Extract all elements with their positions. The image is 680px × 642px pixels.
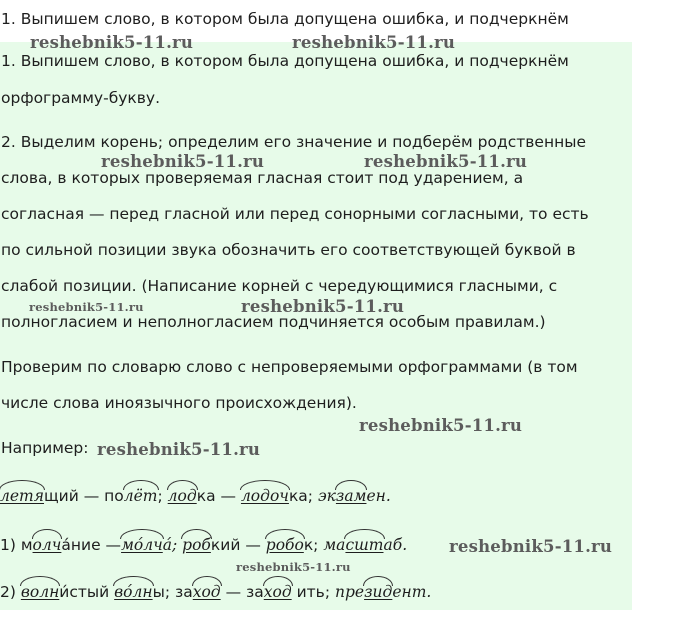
watermark: reshebnik5-11.ru (97, 440, 261, 459)
word-root-arc: ход (192, 583, 221, 601)
text-line-2: орфограмму-букву. (1, 89, 161, 107)
item-number: 2) (0, 583, 21, 601)
punct: ; (157, 487, 163, 505)
word-root-arc: мо́лч (121, 536, 163, 554)
watermark: reshebnik5-11.ru (292, 33, 456, 52)
text-line-10: числе слова иноязычного происхождения). (1, 394, 357, 412)
word-prefix: ма (318, 536, 346, 554)
text-line-7: слабой позиции. (Написание корней с чередующимися гласными, с (1, 277, 558, 295)
word-suffix: кий — (210, 536, 261, 554)
watermark: reshebnik5-11.ru (236, 560, 351, 574)
word-root-arc: во́лн (114, 583, 153, 601)
example-row-3 (0, 581, 431, 603)
word-suffix: к; (303, 536, 319, 554)
text-line-5: согласная — перед гласной или перед сонорными согласными, то есть (1, 205, 589, 223)
word-prefix: за (170, 583, 193, 601)
word-prefix: пре (330, 583, 365, 601)
word-root-arc: волн (20, 583, 60, 601)
dash: — (215, 487, 241, 505)
word-suffix: ка (196, 487, 216, 505)
word-root-arc: ход (263, 583, 292, 601)
example-label: Например: (1, 439, 89, 457)
word-prefix: по (104, 487, 124, 505)
example-row-2 (0, 534, 407, 556)
word-root-arc: олч (32, 536, 62, 554)
watermark: reshebnik5-11.ru (359, 416, 523, 435)
example-row-1 (0, 485, 391, 507)
word-root-arc: робо (265, 536, 304, 554)
dash: — (78, 487, 105, 505)
word-suffix: а́ние — (61, 536, 122, 554)
word-root-arc: летя (0, 487, 45, 505)
word-suffix: щий (44, 487, 79, 505)
word-root-arc: зам (335, 487, 367, 505)
text-line-8: полногласием и неполногласием подчиняется особым правилам.) (1, 313, 546, 331)
watermark: reshebnik5-11.ru (364, 152, 528, 171)
word-prefix: м (20, 536, 33, 554)
word-suffix: ы; (152, 583, 171, 601)
watermark: reshebnik5-11.ru (30, 33, 194, 52)
word-root-arc: роб (182, 536, 211, 554)
text-line-1: 1. Выпишем слово, в котором была допущена ошибка, и подчеркнём (1, 52, 569, 70)
watermark: reshebnik5-11.ru (241, 297, 405, 316)
word-root-arc: сшт (345, 536, 384, 554)
word-suffix: ен. (366, 487, 391, 505)
word-suffix: и́стый (59, 583, 110, 601)
text-line-9: Проверим по словарю слово с непроверяемыми орфограммами (в том (1, 358, 578, 376)
heading-line-repeat: 1. Выпишем слово, в котором была допущена ошибка, и подчеркнём (1, 10, 569, 28)
word-suffix: ент. (392, 583, 432, 601)
text-line-6: по сильной позиции звука обозначить его соответствующей буквой в (1, 241, 576, 259)
watermark: reshebnik5-11.ru (449, 537, 613, 556)
text-line-3: 2. Выделим корень; определим его значение и подберём родственные (1, 133, 586, 151)
word-suffix: ить; (291, 583, 331, 601)
word-suffix: а́; (162, 536, 178, 554)
text-line-4: слова, в которых проверяемая гласная стоит под ударением, а (1, 169, 524, 187)
word-root-arc: лёт (123, 487, 158, 505)
word-root-arc: лод (167, 487, 197, 505)
word-root-arc: зид (364, 583, 393, 601)
word-suffix: — за (220, 583, 264, 601)
word-root-arc: лодоч (240, 487, 289, 505)
watermark: reshebnik5-11.ru (101, 152, 265, 171)
word-prefix: эк (313, 487, 336, 505)
watermark: reshebnik5-11.ru (29, 300, 144, 314)
word-suffix: аб. (383, 536, 408, 554)
item-number: 1) (0, 536, 21, 554)
word-suffix: ка; (288, 487, 314, 505)
